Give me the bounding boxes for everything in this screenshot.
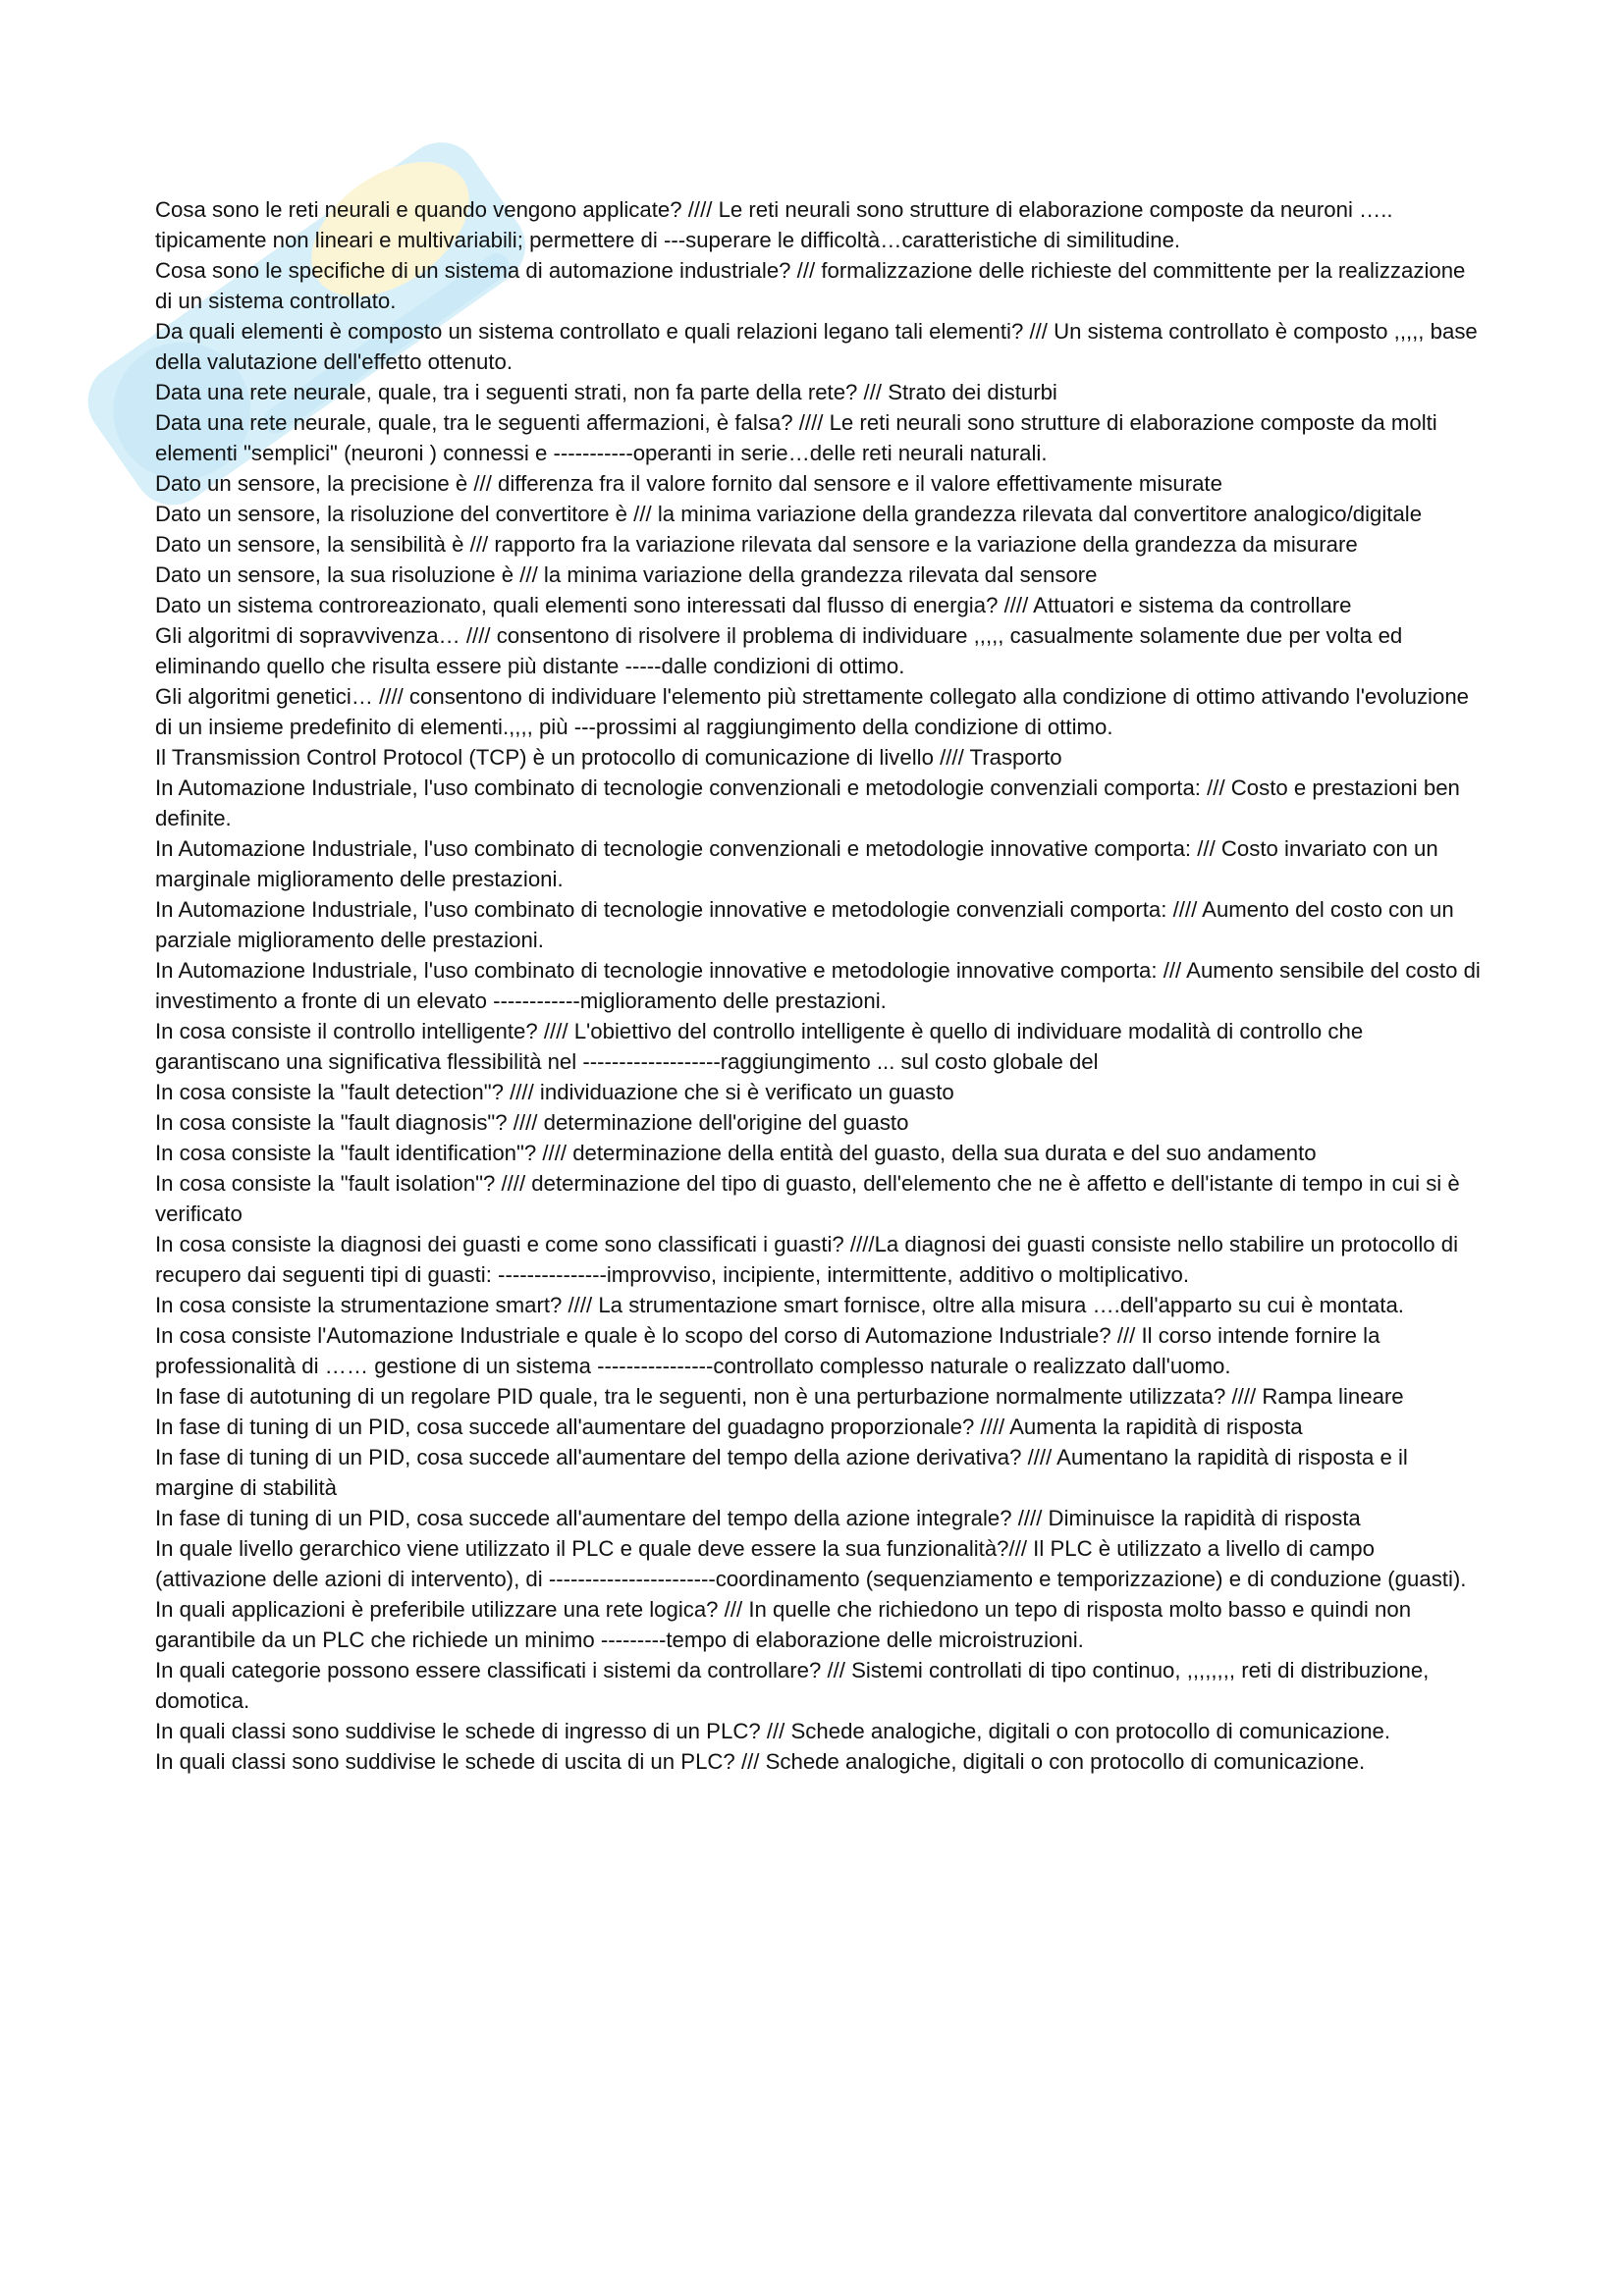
qa-entry: In Automazione Industriale, l'uso combinato di tecnologie innovative e metodologie convenziali comporta: //// Aumento del costo con un parziale miglioramento delle prestazioni. [155,897,1454,952]
qa-entry: Dato un sensore, la risoluzione del convertitore è /// la minima variazione della grandezza rilevata dal convertitore analogico/digitale [155,502,1423,526]
qa-entry: In fase di tuning di un PID, cosa succede all'aumentare del tempo della azione derivativa? //// Aumentano la rapidità di risposta e il margine di stabilità [155,1445,1408,1500]
qa-entry: In quali classi sono suddivise le schede di ingresso di un PLC? /// Schede analogiche, digitali o con protocollo di comunicazione. [155,1719,1391,1743]
qa-entry: Dato un sistema controreazionato, quali elementi sono interessati dal flusso di energia? //// Attuatori e sistema da controllare [155,593,1352,617]
qa-entry: Gli algoritmi genetici… //// consentono di individuare l'elemento più strettamente collegato alla condizione di ottimo attivando l'evoluzione di un insieme predefinito di elementi.,,,, più ---prossimi al raggiungimento della condizione di ottimo. [155,684,1470,739]
qa-entry: Dato un sensore, la precisione è /// differenza fra il valore fornito dal sensore e il valore effettivamente misurate [155,471,1222,496]
qa-entry: In Automazione Industriale, l'uso combinato di tecnologie convenzionali e metodologie innovative comporta: /// Costo invariato con un marginale miglioramento delle prestazioni. [155,836,1438,891]
qa-entry: In quali categorie possono essere classificati i sistemi da controllare? /// Sistemi controllati di tipo continuo, ,,,,,,,, reti di distribuzione, domotica. [155,1658,1430,1713]
qa-entry: In quali applicazioni è preferibile utilizzare una rete logica? /// In quelle che richiedono un tepo di risposta molto basso e quindi non garantibile da un PLC che richiede un minimo ---------tempo di elaborazione delle microistruzioni. [155,1597,1412,1652]
qa-entry: Il Transmission Control Protocol (TCP) è un protocollo di comunicazione di livello //// Trasporto [155,745,1062,770]
qa-entry: Data una rete neurale, quale, tra i seguenti strati, non fa parte della rete? /// Strato dei disturbi [155,380,1057,404]
qa-entry: Da quali elementi è composto un sistema controllato e quali relazioni legano tali elementi? /// Un sistema controllato è composto ,,,,, base della valutazione dell'effetto ottenuto. [155,319,1478,374]
qa-entry: In fase di tuning di un PID, cosa succede all'aumentare del tempo della azione integrale? //// Diminuisce la rapidità di risposta [155,1506,1361,1530]
qa-entry: In cosa consiste la "fault identification"? //// determinazione della entità del guasto, della sua durata e del suo andamento [155,1141,1317,1165]
qa-entry: In quale livello gerarchico viene utilizzato il PLC e quale deve essere la sua funzionalità?/// Il PLC è utilizzato a livello di campo (attivazione delle azioni di intervento), di -----------------------coordinamento (sequenziamento e temporizzazione) e di conduzione (guasti). [155,1536,1467,1591]
qa-entry: In quali classi sono suddivise le schede di uscita di un PLC? /// Schede analogiche, digitali o con protocollo di comunicazione. [155,1749,1366,1774]
qa-entry: In cosa consiste la diagnosi dei guasti e come sono classificati i guasti? ////La diagnosi dei guasti consiste nello stabilire un protocollo di recupero dai seguenti tipi di guasti: ---------------improvviso, incipiente, intermittente, additivo o moltiplicativo. [155,1232,1459,1287]
qa-entry: Dato un sensore, la sensibilità è /// rapporto fra la variazione rilevata dal sensore e la variazione della grandezza da misurare [155,532,1358,557]
qa-entry: Data una rete neurale, quale, tra le seguenti affermazioni, è falsa? //// Le reti neurali sono strutture di elaborazione composte da molti elementi "semplici" (neuroni ) connessi e -----------operanti in serie…delle reti neurali naturali. [155,410,1437,465]
qa-entry: Cosa sono le specifiche di un sistema di automazione industriale? /// formalizzazione delle richieste del committente per la realizzazione di un sistema controllato. [155,258,1466,313]
qa-entry: In fase di autotuning di un regolare PID quale, tra le seguenti, non è una perturbazione normalmente utilizzata? //// Rampa lineare [155,1384,1404,1409]
qa-entry: In Automazione Industriale, l'uso combinato di tecnologie convenzionali e metodologie convenziali comporta: /// Costo e prestazioni ben definite. [155,775,1460,830]
qa-entry: Dato un sensore, la sua risoluzione è /// la minima variazione della grandezza rilevata dal sensore [155,562,1098,587]
qa-entry: Gli algoritmi di sopravvivenza… //// consentono di risolvere il problema di individuare ,,,,, casualmente solamente due per volta ed eliminando quello che risulta essere più distante -----dalle condizioni di ottimo. [155,623,1403,678]
qa-entry: In cosa consiste la strumentazione smart? //// La strumentazione smart fornisce, oltre alla misura ….dell'apparto su cui è montata. [155,1293,1404,1317]
document-text [155,194,1483,1777]
qa-entry: In cosa consiste la "fault diagnosis"? //// determinazione dell'origine del guasto [155,1110,909,1135]
qa-entry: In cosa consiste la "fault detection"? //// individuazione che si è verificato un guasto [155,1080,954,1104]
qa-entry: In cosa consiste la "fault isolation"? //// determinazione del tipo di guasto, dell'elemento che ne è affetto e dell'istante di tempo in cui si è verificato [155,1171,1460,1226]
qa-entry: Cosa sono le reti neurali e quando vengono applicate? //// Le reti neurali sono strutture di elaborazione composte da neuroni ….. tipicamente non lineari e multivariabili; permettere di ---superare le difficoltà…caratteristiche di similitudine. [155,197,1393,252]
qa-entry: In fase di tuning di un PID, cosa succede all'aumentare del guadagno proporzionale? //// Aumenta la rapidità di risposta [155,1415,1303,1439]
qa-entry: In Automazione Industriale, l'uso combinato di tecnologie innovative e metodologie innovative comporta: /// Aumento sensibile del costo di investimento a fronte di un elevato ------------miglioramento delle prestazioni. [155,958,1481,1013]
qa-entry: In cosa consiste il controllo intelligente? //// L'obiettivo del controllo intelligente è quello di individuare modalità di controllo che garantiscano una significativa flessibilità nel -------------------raggiungimento ... sul costo globale del [155,1019,1364,1074]
qa-entry: In cosa consiste l'Automazione Industriale e quale è lo scopo del corso di Automazione Industriale? /// Il corso intende fornire la professionalità di …… gestione di un sistema ----------------controllato complesso naturale o realizzato dall'uomo. [155,1323,1380,1378]
